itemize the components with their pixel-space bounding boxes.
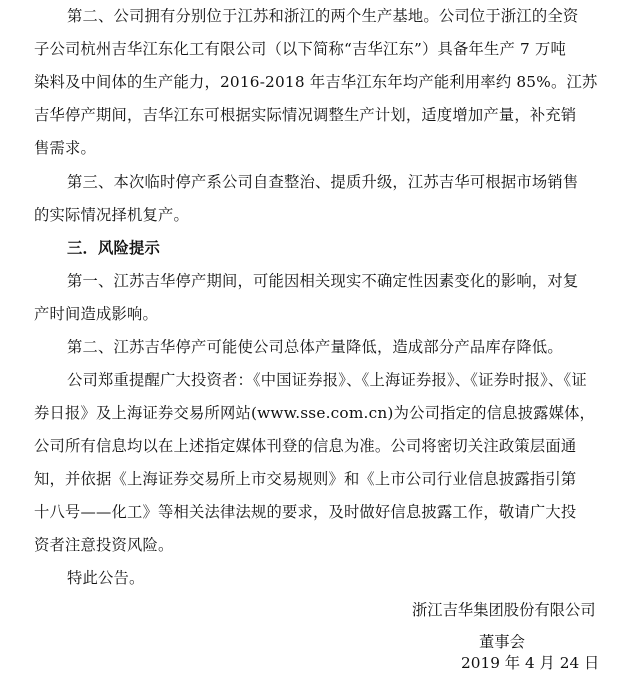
paragraph-2-line: 染料及中间体的生产能力，2016-2018 年吉华江东年均产能利用率约 85%。江苏 bbox=[34, 73, 598, 91]
paragraph-2-line: 售需求。 bbox=[34, 139, 96, 157]
paragraph-2-line: 子公司杭州吉华江东化工有限公司（以下简称“吉华江东”）具备年生产 7 万吨 bbox=[34, 40, 566, 58]
risk-1-line: 第一、江苏吉华停产期间，可能因相关现实不确定性因素变化的影响，对复 bbox=[67, 272, 579, 290]
risk-1-line: 产时间造成影响。 bbox=[34, 305, 158, 323]
section-heading: 三．风险提示 bbox=[67, 239, 160, 257]
signature-board: 董事会 bbox=[479, 633, 525, 651]
reminder-line: 券日报》及上海证券交易所网站(www.sse.com.cn)为公司指定的信息披露媒体， bbox=[34, 404, 596, 422]
closing-line: 特此公告。 bbox=[67, 569, 145, 587]
reminder-line: 公司所有信息均以在上述指定媒体刊登的信息为准。公司将密切关注政策层面通 bbox=[34, 437, 577, 455]
paragraph-3-line: 的实际情况择机复产。 bbox=[34, 206, 189, 224]
signature-company: 浙江吉华集团股份有限公司 bbox=[412, 601, 596, 619]
reminder-line: 十八号——化工》等相关法律法规的要求，及时做好信息披露工作，敬请广大投 bbox=[34, 503, 577, 521]
reminder-line: 公司郑重提醒广大投资者：《中国证券报》、《上海证券报》、《证券时报》、《证 bbox=[67, 371, 587, 389]
reminder-line: 知，并依据《上海证券交易所上市交易规则》和《上市公司行业信息披露指引第 bbox=[34, 470, 577, 488]
signature-date: 2019 年 4 月 24 日 bbox=[461, 654, 600, 672]
paragraph-3-line: 第三、本次临时停产系公司自查整治、提质升级，江苏吉华可根据市场销售 bbox=[67, 173, 579, 191]
paragraph-2-line: 第二、公司拥有分别位于江苏和浙江的两个生产基地。公司位于浙江的全资 bbox=[67, 7, 579, 25]
risk-2-line: 第二、江苏吉华停产可能使公司总体产量降低，造成部分产品库存降低。 bbox=[67, 338, 563, 356]
reminder-line: 资者注意投资风险。 bbox=[34, 536, 174, 554]
paragraph-2-line: 吉华停产期间，吉华江东可根据实际情况调整生产计划，适度增加产量，补充销 bbox=[34, 106, 577, 124]
